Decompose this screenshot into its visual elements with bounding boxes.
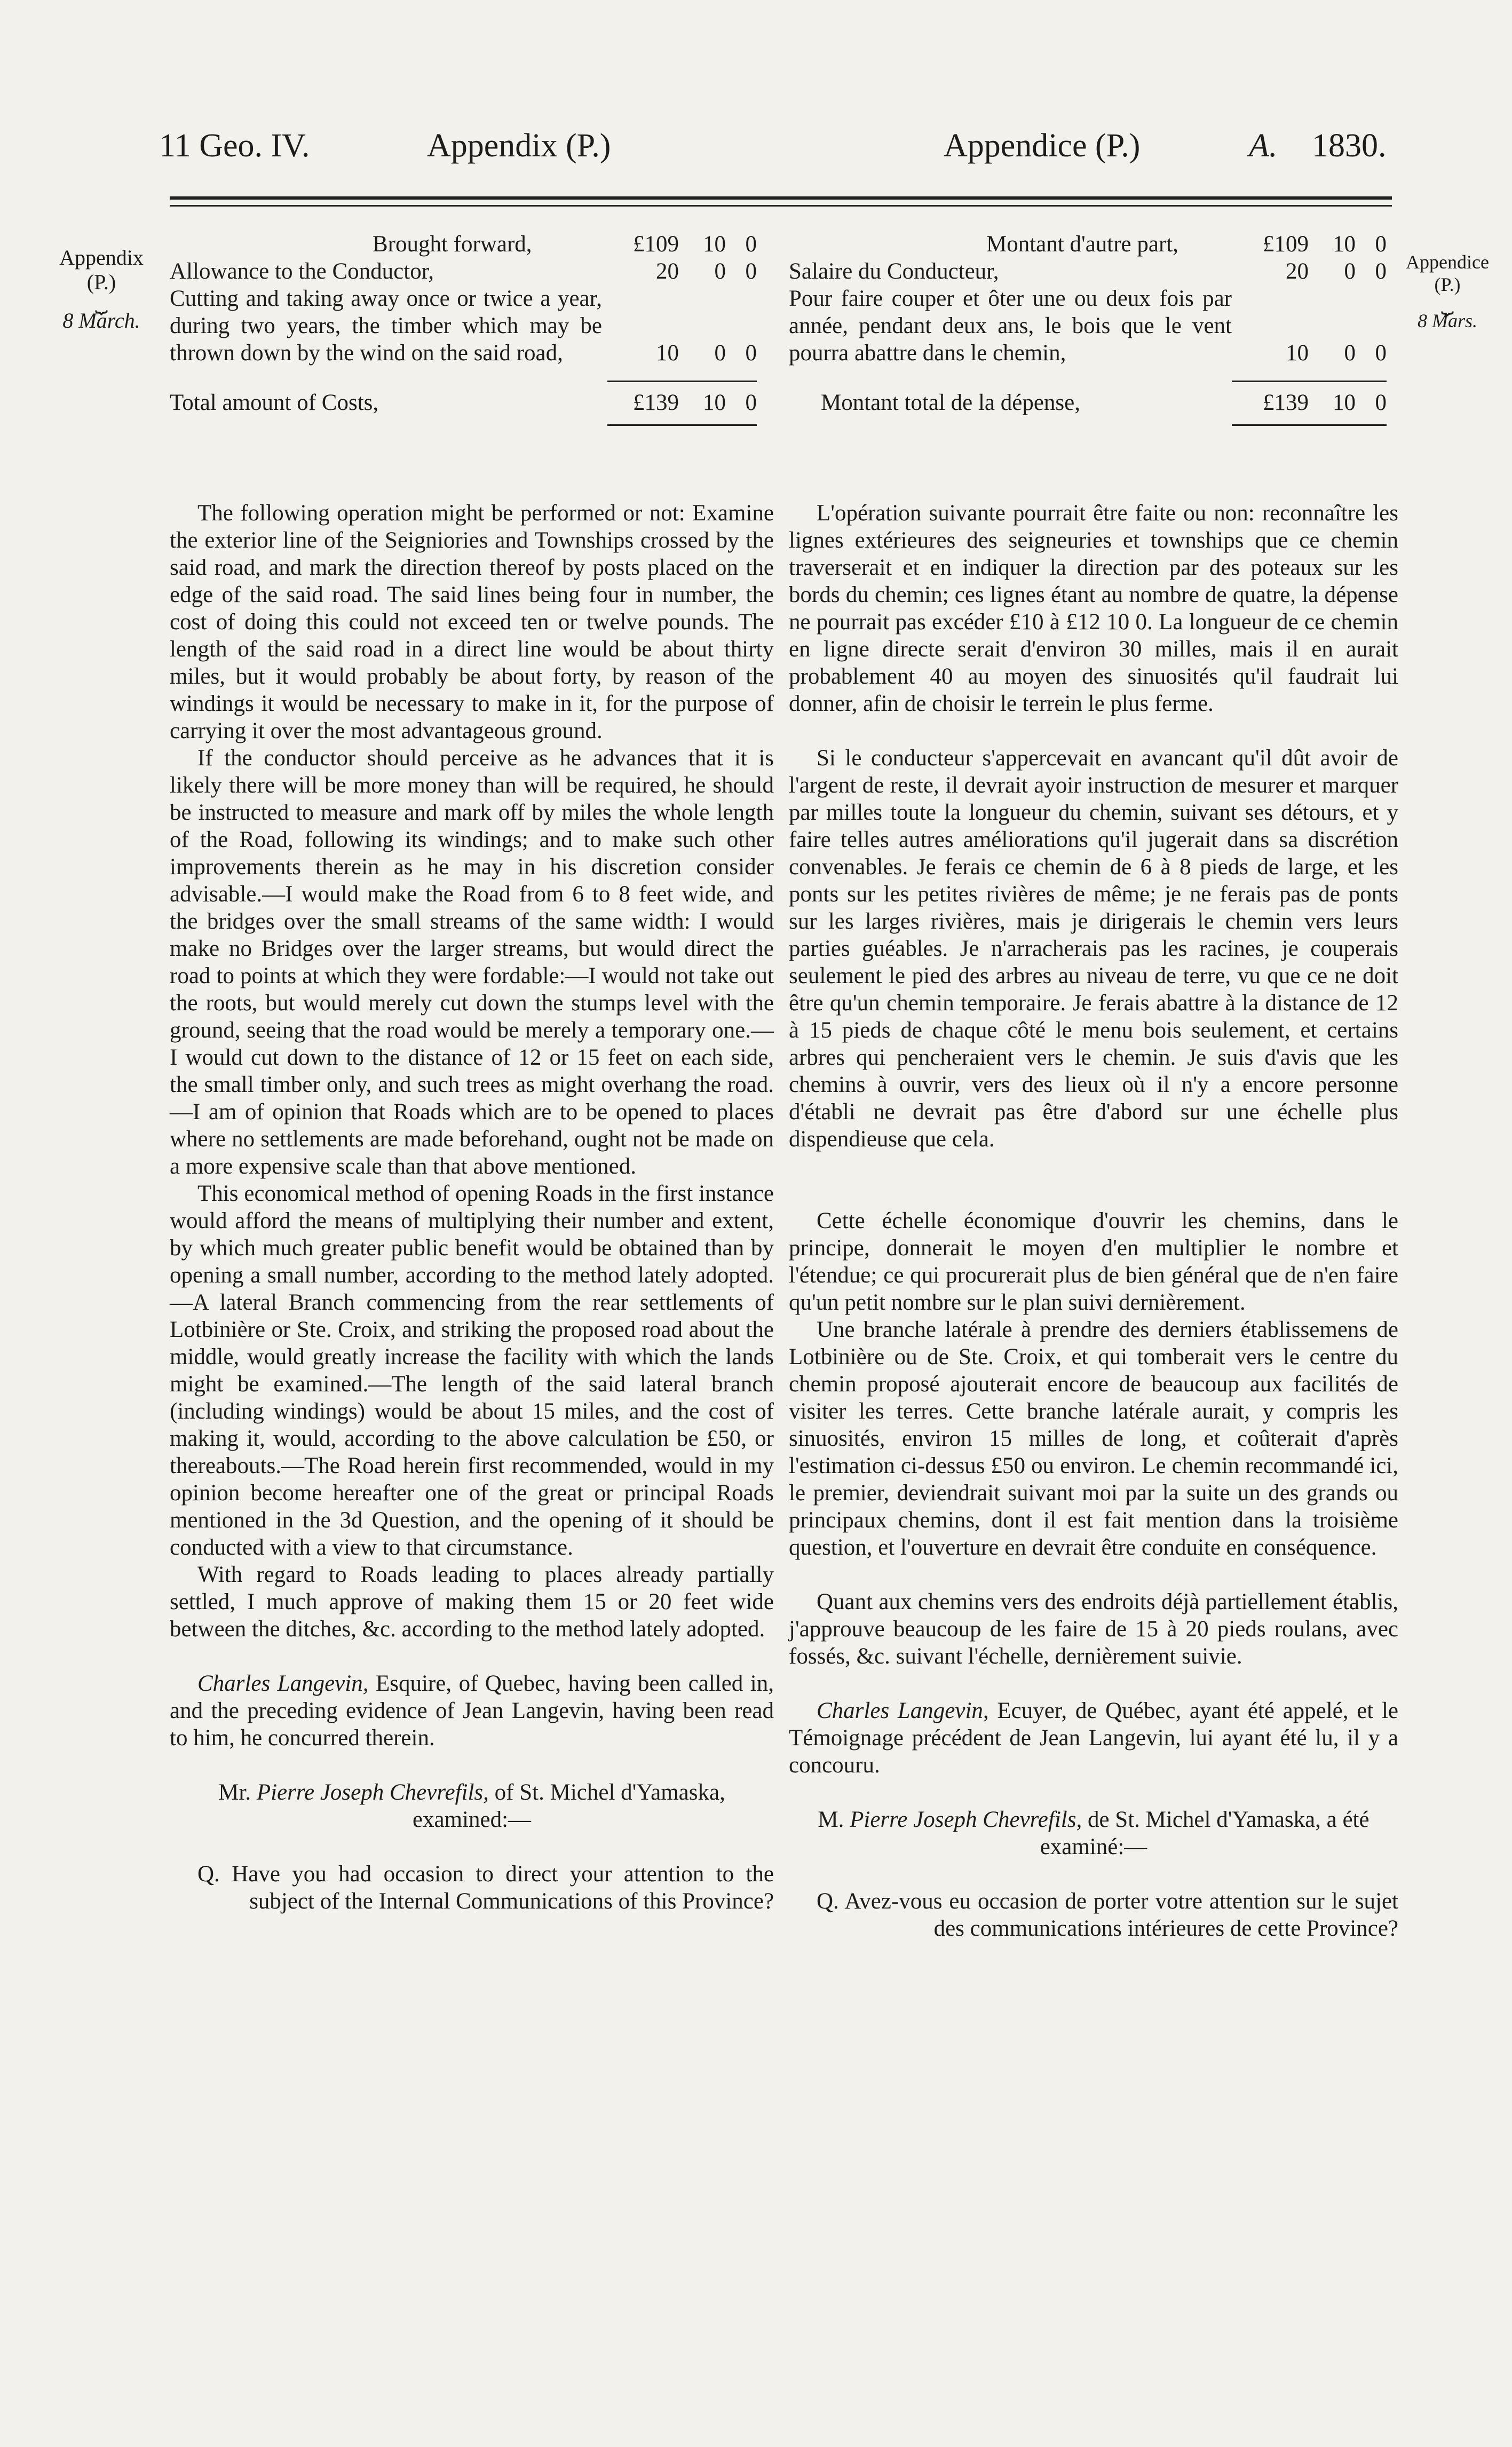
account-label: Allowance to the Conductor, <box>170 259 434 284</box>
accounts-english <box>170 231 757 426</box>
pounds: £139 <box>1263 390 1309 415</box>
shillings: 0 <box>1344 340 1356 366</box>
examined-text: of St. Michel d'Yamaska, examined:— <box>412 1780 725 1832</box>
paragraph: The following operation might be performed or not: Examine the exterior line of the Seigniories and Townships crossed by the said road, and mark the direction thereof by posts placed on the edge of the said road. The said lines being four in number, the cost of doing this could not exceed ten or twelve pounds. The length of the said road in a direct line would be about thirty miles, but it would probably be about forty, by reason of the windings it would be necessary to make in it, for the purpose of carrying it over the most advantageous ground. <box>170 501 774 743</box>
paragraph: Cette échelle économique d'ouvrir les chemins, dans le principe, donnerait le moyen d'en multiplier le nombre et l'étendue; ce qui procurerait plus de bien général que de n'en faire qu'un petit nombre sur le plan suivi dernièrement. <box>789 1208 1398 1315</box>
account-total-row <box>170 381 757 426</box>
account-total-amount <box>1232 389 1387 416</box>
column-french <box>789 500 1398 1942</box>
account-label: Montant d'autre part, <box>986 232 1178 257</box>
pounds: 10 <box>656 340 679 366</box>
pence: 0 <box>745 259 757 284</box>
paragraph: Une branche latérale à prendre des derniers établissemens de Lotbinière ou de Ste. Croix, et qui tomberait vers le centre du chemin proposé ajouterait encore de beaucoup aux facilités de visiter les terres. Cette branche latérale aurait, y compris les sinuosités, environ 15 milles de long, et coûterait d'après l'estimation ci-dessus £50 ou environ. Le chemin recommandé ici, le premier, deviendrait suivant moi par la suite un des grands ou principaux chemins, dont il est fait mention dans la troisième question, et l'ouverture en devrait être conduite en conséquence. <box>789 1317 1398 1560</box>
total-rule-bottom <box>1232 424 1387 426</box>
account-row <box>789 258 1387 285</box>
account-row <box>170 231 757 258</box>
witness-text: Esquire, of Quebec, having been called in, and the preceding evidence of Jean Langevin, having been read to him, he concurred therein. <box>170 1671 774 1751</box>
sidenote-right <box>1394 251 1501 332</box>
account-label: Cutting and taking away once or twice a year, during two years, the timber which may be thrown down by the wind on the said road, <box>170 286 602 366</box>
shillings: 10 <box>1333 232 1356 257</box>
sidenote-right-label: Appendice <box>1406 251 1489 273</box>
paragraph: With regard to Roads leading to places already partially settled, I much approve of making them 15 or 20 feet wide between the ditches, &c. according to the method lately adopted. <box>170 1562 774 1642</box>
pence: 0 <box>1375 390 1387 415</box>
sidenote-right-date: 8 Mars. <box>1417 310 1477 331</box>
witness-name: Charles Langevin, <box>817 1698 989 1723</box>
accounts-french <box>789 231 1387 426</box>
witness-name: Charles Langevin, <box>197 1671 369 1696</box>
pounds: £109 <box>1263 232 1309 257</box>
paragraph: L'opération suivante pourrait être faite ou non: reconnaître les lignes extérieures des seigneuries et townships que ce chemin traverserait et en indiquer la direction par des poteaux sur les bords du chemin; ces lignes étant au nombre de quatre, la dépense ne pourrait pas excéder £10 à £12 10 0. La longueur de ce chemin en ligne directe serait d'environ 30 milles, mais il en aurait probablement 40 au moyen des sinuosités qu'il faudrait lui donner, afin de choisir le terrein le plus ferme. <box>789 501 1398 716</box>
paragraph-examined <box>170 1779 774 1833</box>
paragraph-examined <box>789 1806 1398 1860</box>
pounds: £139 <box>633 390 679 415</box>
account-row <box>170 258 757 285</box>
header-rule-thin <box>170 205 1392 207</box>
pounds: 20 <box>1286 259 1309 284</box>
account-label: Salaire du Conducteur, <box>789 259 999 284</box>
sidenote-left-date: 8 March. <box>62 308 140 332</box>
paragraph-witness <box>170 1670 774 1752</box>
witness-text: Ecuyer, de Québec, ayant été appelé, et le Témoignage précédent de Jean Langevin, lui ayant été lu, il y a concouru. <box>789 1698 1398 1778</box>
total-rule-top <box>607 381 757 382</box>
account-row <box>789 285 1387 367</box>
pence: 0 <box>1375 259 1387 284</box>
header-rule-thick <box>170 196 1392 200</box>
sidenote-left-label: Appendix <box>59 246 144 270</box>
examined-prefix: Mr. <box>218 1780 257 1805</box>
account-label: Pour faire couper et ôter une ou deux fois par année, pendant deux ans, le bois que le vent pourra abattre dans le chemin, <box>789 286 1232 366</box>
header-letter: A. <box>1249 128 1278 164</box>
total-rule-bottom <box>607 424 757 426</box>
header-regnal-year: 11 Geo. IV. <box>159 128 310 164</box>
pounds: £109 <box>633 232 679 257</box>
account-label: Brought forward, <box>373 232 532 257</box>
shillings: 0 <box>714 340 726 366</box>
brace-ornament: ⏟ <box>95 289 108 313</box>
paragraph: This economical method of opening Roads in the first instance would afford the means of multiplying their number and extent, by which much greater public benefit would be obtained than by opening a small number, according to the method lately adopted.—A lateral Branch commencing from the rear settlements of Lotbinière or Ste. Croix, and striking the proposed road about the middle, would greatly increase the facility with which the lands might be examined.—The length of the said lateral branch (including windings) would be about 15 miles, and the cost of making it, would, according to the above calculation be £50, or thereabouts.—The Road herein first recommended, would in my opinion become hereafter one of the great or principal Roads mentioned in the 3d Question, and the opening of it should be conducted with a view to that circumstance. <box>170 1181 774 1560</box>
column-english <box>170 500 774 1915</box>
brace-ornament: ⏟ <box>1441 290 1454 314</box>
account-amount <box>602 285 757 367</box>
examined-name: Pierre Joseph Chevrefils, <box>850 1807 1082 1832</box>
shillings: 10 <box>703 232 726 257</box>
account-row <box>789 231 1387 258</box>
account-total-label: Montant total de la dépense, <box>821 390 1080 415</box>
account-total-label: Total amount of Costs, <box>170 390 379 415</box>
pounds: 20 <box>656 259 679 284</box>
pence: 0 <box>745 390 757 415</box>
examined-prefix: M. <box>818 1807 850 1832</box>
account-amount <box>1232 231 1387 258</box>
account-total-amount <box>602 389 757 416</box>
account-amount <box>602 258 757 285</box>
examined-text: de St. Michel d'Yamaska, a été examiné:— <box>1040 1807 1369 1859</box>
shillings: 10 <box>1333 390 1356 415</box>
account-amount <box>1232 285 1387 367</box>
header-title-french: Appendice (P.) <box>944 128 1141 164</box>
account-row <box>170 285 757 367</box>
shillings: 10 <box>703 390 726 415</box>
shillings: 0 <box>714 259 726 284</box>
account-amount <box>1232 258 1387 285</box>
question: Q. Avez-vous eu occasion de porter votre attention sur le sujet des communications intérieures de cette Province? <box>817 1889 1398 1941</box>
account-amount <box>602 231 757 258</box>
account-total-row <box>789 381 1387 426</box>
question: Q. Have you had occasion to direct your attention to the subject of the Internal Communications of this Province? <box>197 1862 774 1914</box>
sidenote-left <box>43 246 160 333</box>
sidenote-right-appendix: (P.) <box>1434 274 1461 295</box>
pounds: 10 <box>1286 340 1309 366</box>
pence: 0 <box>1375 232 1387 257</box>
paragraph: If the conductor should perceive as he advances that it is likely there will be more money than will be required, he should be instructed to measure and mark off by miles the whole length of the Road, following its windings; and to make such other improvements therein as he may in his discretion consider advisable.—I would make the Road from 6 to 8 feet wide, and the bridges over the small streams of the same width: I would make no Bridges over the larger streams, but would direct the road to points at which they were fordable:—I would not take out the roots, but would merely cut down the stumps level with the ground, seeing that the road would be merely a temporary one.—I would cut down to the distance of 12 or 15 feet on each side, the small timber only, and such trees as might overhang the road.—I am of opinion that Roads which are to be opened to places where no settlements are made beforehand, ought not be made on a more expensive scale than that above mentioned. <box>170 746 774 1179</box>
header-title-english: Appendix (P.) <box>427 128 611 164</box>
total-rule-top <box>1232 381 1387 382</box>
examined-name: Pierre Joseph Chevrefils, <box>256 1780 489 1805</box>
pence: 0 <box>745 340 757 366</box>
paragraph-witness <box>789 1697 1398 1779</box>
sidenote-left-appendix: (P.) <box>86 270 116 294</box>
paragraph: Quant aux chemins vers des endroits déjà partiellement établis, j'approuve beaucoup de les faire de 15 à 20 pieds roulans, avec fossés, &c. suivant l'échelle, dernièrement suivie. <box>789 1589 1398 1669</box>
paragraph: Si le conducteur s'appercevait en avancant qu'il dût avoir de l'argent de reste, il devrait ayoir instruction de mesurer et marquer par milles toute la longueur du chemin, suivant ses détours, et y faire telles autres améliorations qu'il jugerait dans sa discrétion convenables. Je ferais ce chemin de 6 à 8 pieds de large, et les ponts sur les petites rivières de même; je ne ferais pas de ponts sur les larges rivières, mais je dirigerais le chemin vers leurs parties guéables. Je n'arracherais pas les racines, je couperais seulement le pied des arbres au niveau de terre, vu que ce ne doit être qu'un chemin temporaire. Je ferais abattre à la distance de 12 à 15 pieds de chaque côté le menu bois seulement, et certains arbres qui pencheraient vers le chemin. Je suis d'avis que les chemins à ouvrir, vers des lieux où il n'y a encore personne d'établi ne devrait pas être d'abord sur une échelle plus dispendieuse que cela. <box>789 746 1398 1152</box>
header-year: 1830. <box>1312 128 1387 164</box>
shillings: 0 <box>1344 259 1356 284</box>
pence: 0 <box>1375 340 1387 366</box>
pence: 0 <box>745 232 757 257</box>
